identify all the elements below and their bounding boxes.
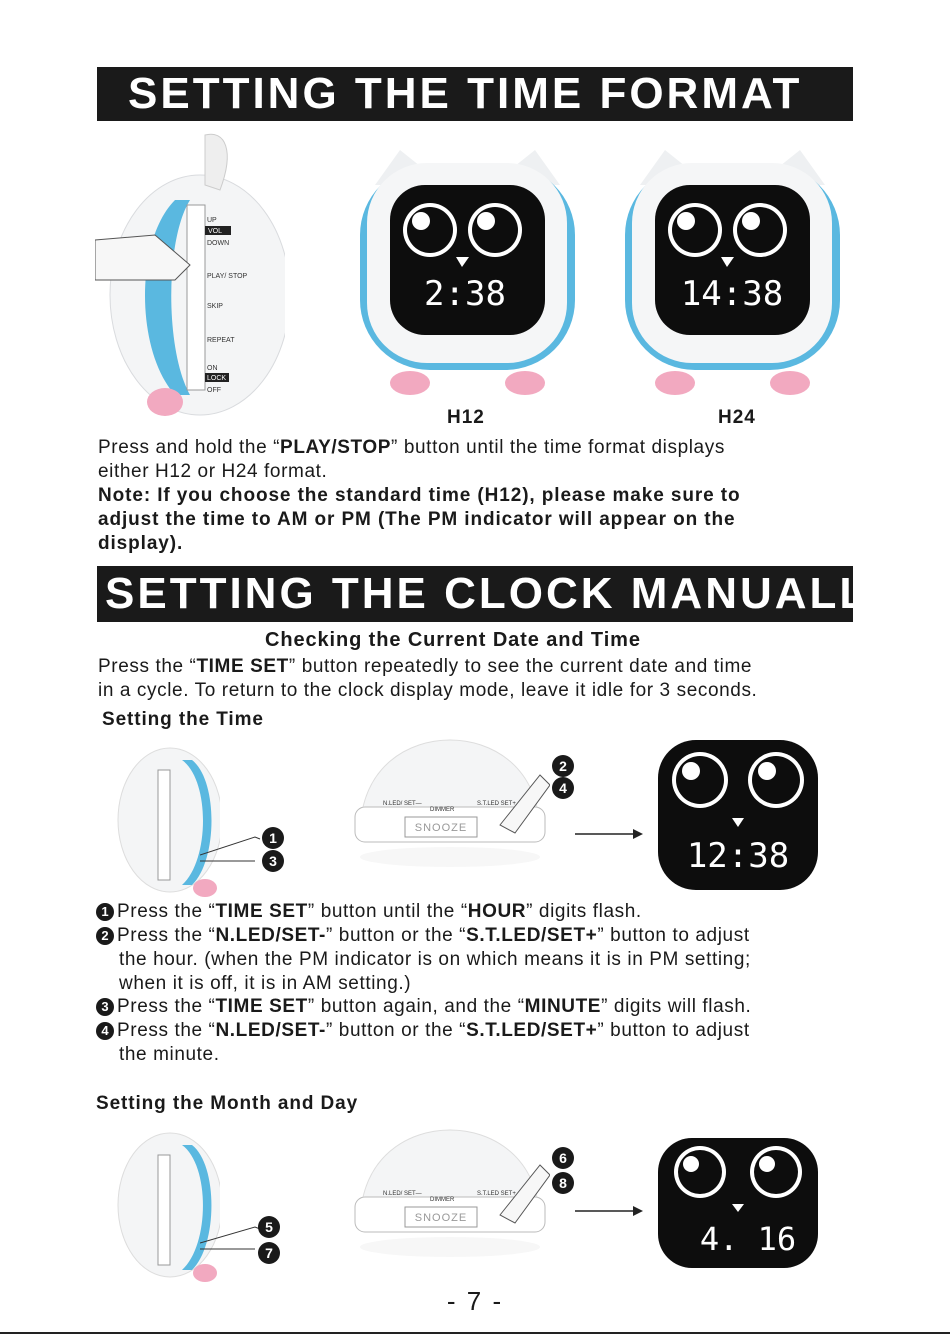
- stled-label-2: S.T.LED SET+: [477, 1191, 516, 1197]
- step-3: 3 Press the “TIME SET” button again, and the “MINUTE” digits will flash.: [96, 995, 751, 1019]
- skip-label: SKIP: [207, 303, 223, 310]
- dimmer-label-2: DIMMER: [430, 1197, 455, 1203]
- dimmer-label: DIMMER: [430, 807, 455, 813]
- page-number: - 7 -: [446, 1286, 504, 1316]
- arrow-right-icon-2: [575, 1203, 645, 1219]
- bottom-rule: [0, 1332, 950, 1334]
- step-1-number: 1: [96, 903, 114, 921]
- on-label: ON: [207, 365, 218, 372]
- setting-time-subtitle: Setting the Time: [102, 709, 264, 730]
- format-instruction-line1: Press and hold the “PLAY/STOP” button until the time format displays: [98, 437, 725, 458]
- h12-display-text: 2:38: [424, 274, 506, 314]
- clock-side-small-image: [110, 740, 220, 900]
- step-badge-1: 1: [262, 827, 284, 849]
- snooze-label: SNOOZE: [414, 822, 468, 834]
- clock-side-view-image: [95, 130, 285, 420]
- lock-label: LOCK: [207, 375, 227, 382]
- step-badge-6: 6: [552, 1147, 574, 1169]
- step-2-number: 2: [96, 927, 114, 945]
- h24-label: H24: [718, 407, 756, 428]
- down-label: DOWN: [207, 240, 230, 247]
- step-4-number: 4: [96, 1022, 114, 1040]
- clock-top-view-image: [350, 735, 550, 870]
- repeat-label: REPEAT: [207, 337, 235, 344]
- note-line1: Note: If you choose the standard time (H12), please make sure to: [98, 485, 741, 506]
- month-day-display-text: 4. 16: [699, 1220, 797, 1258]
- format-instruction-line2: either H12 or H24 format.: [98, 461, 328, 482]
- step-4-line2: the minute.: [119, 1044, 220, 1065]
- section-title-text: SETTING THE CLOCK MANUALLY: [105, 569, 898, 618]
- step-4: 4 Press the “N.LED/SET-” button or the “S.T.LED/SET+” button to adjust: [96, 1019, 750, 1043]
- month-day-subtitle: Setting the Month and Day: [96, 1093, 359, 1114]
- up-label: UP: [207, 217, 217, 224]
- off-label: OFF: [207, 387, 221, 394]
- time-display-text: 12:38: [686, 836, 790, 876]
- checking-subtitle: Checking the Current Date and Time: [265, 629, 641, 651]
- section-title-text: SETTING THE TIME FORMAT: [128, 69, 803, 118]
- step-badge-5: 5: [258, 1216, 280, 1238]
- step-3-number: 3: [96, 998, 114, 1016]
- arrow-right-icon: [575, 826, 645, 842]
- section-title-clock-manually: [97, 566, 898, 622]
- clock-display-12-38-image: [658, 740, 818, 890]
- step-2-line3: when it is off, it is in AM setting.): [119, 973, 412, 994]
- nled-label-2: N.LED/ SET—: [383, 1191, 422, 1197]
- h24-display-text: 14:38: [680, 274, 784, 314]
- checking-line2: in a cycle. To return to the clock display mode, leave it idle for 3 seconds.: [98, 680, 758, 701]
- step-badge-7: 7: [258, 1242, 280, 1264]
- clock-top-view-image-2: [350, 1125, 550, 1260]
- step-badge-8: 8: [552, 1172, 574, 1194]
- step-2: 2 Press the “N.LED/SET-” button or the “S.T.LED/SET+” button to adjust: [96, 924, 750, 948]
- checking-line1: Press the “TIME SET” button repeatedly to see the current date and time: [98, 656, 753, 677]
- step-badge-4: 4: [552, 777, 574, 799]
- clock-display-month-day-image: [658, 1138, 818, 1268]
- note-line3: display).: [98, 533, 184, 554]
- nled-label: N.LED/ SET—: [383, 801, 422, 807]
- h12-label: H12: [447, 407, 485, 428]
- vol-label: VOL: [208, 228, 223, 235]
- section-title-time-format: [97, 67, 853, 121]
- snooze-label-2: SNOOZE: [414, 1212, 468, 1224]
- note-line2: adjust the time to AM or PM (The PM indicator will appear on the: [98, 509, 736, 530]
- step-2-line2: the hour. (when the PM indicator is on which means it is in PM setting;: [119, 949, 751, 970]
- step-badge-3: 3: [262, 850, 284, 872]
- play-stop-label: PLAY/ STOP: [207, 273, 248, 280]
- stled-label: S.T.LED SET+: [477, 801, 516, 807]
- step-badge-2: 2: [552, 755, 574, 777]
- owl-clock-h24-image: [620, 145, 845, 395]
- step-1: 1 Press the “TIME SET” button until the “HOUR” digits flash.: [96, 900, 642, 924]
- owl-clock-h12-image: [355, 145, 580, 395]
